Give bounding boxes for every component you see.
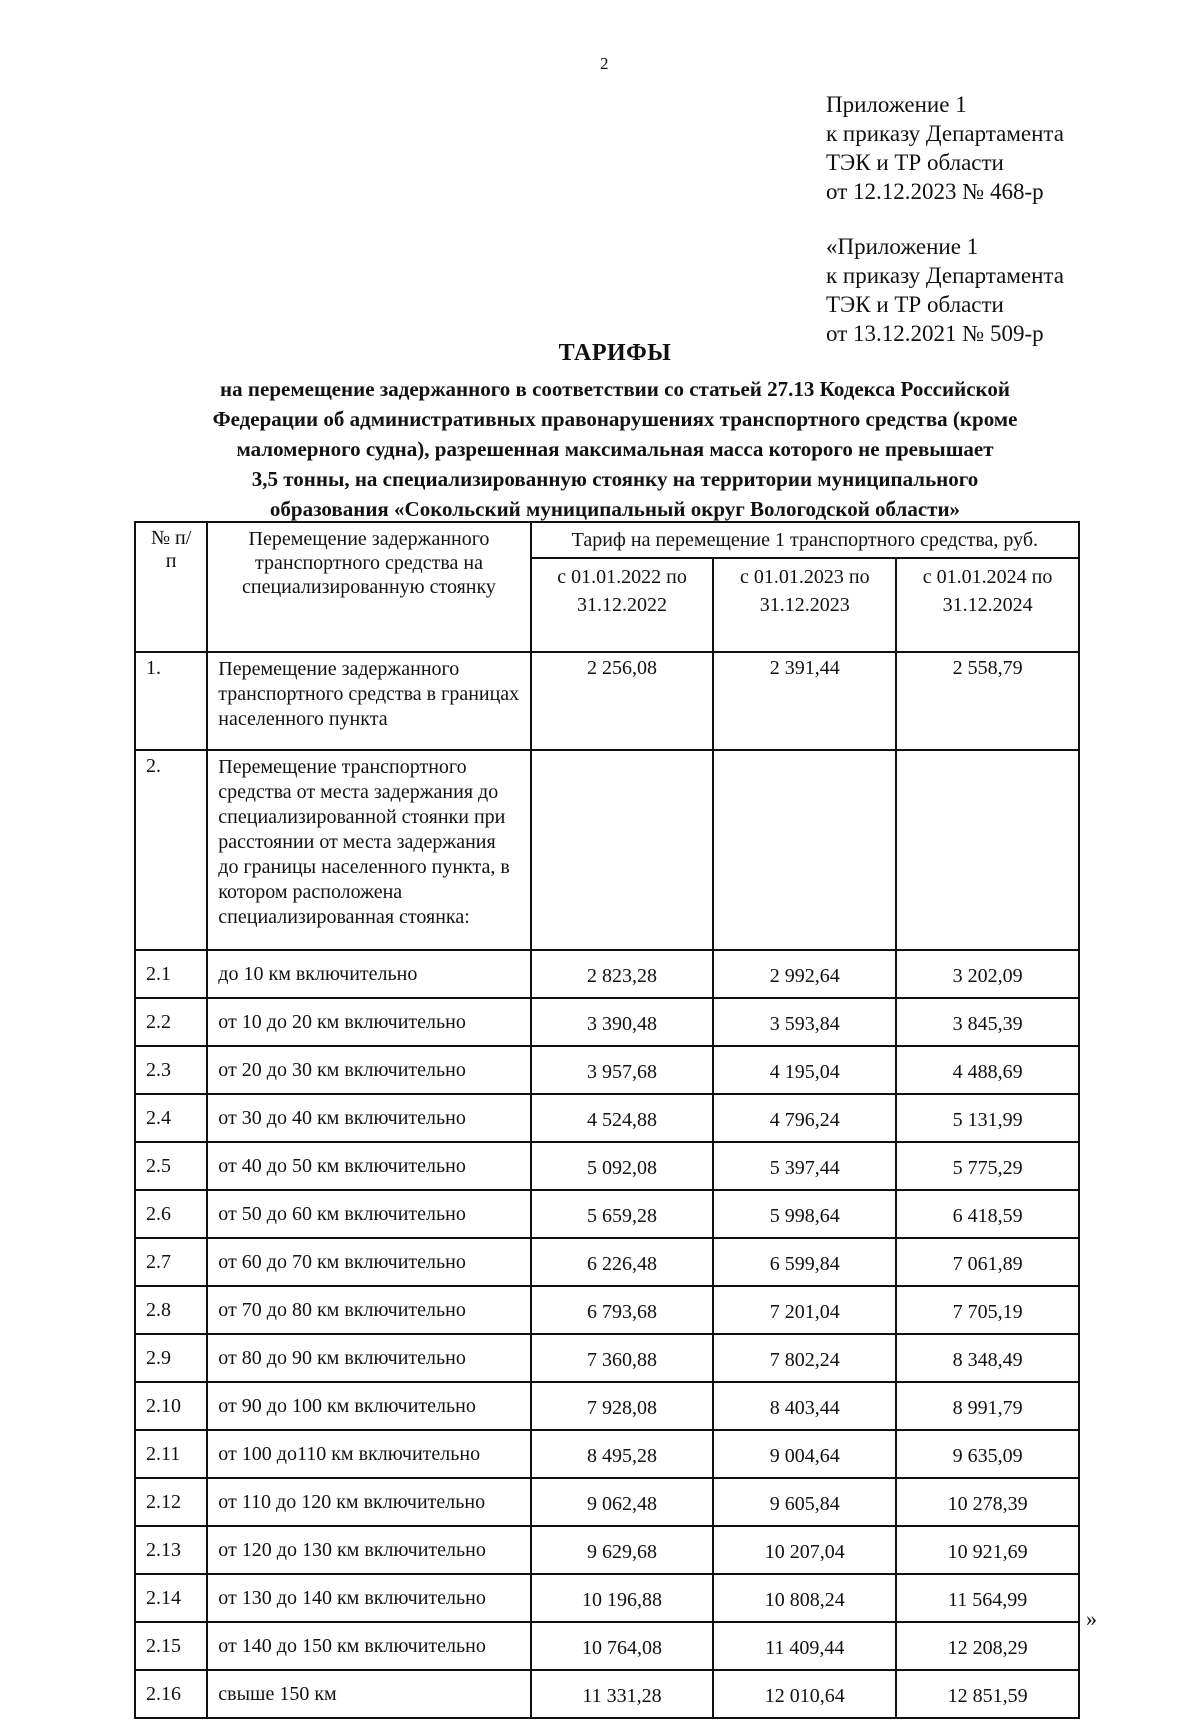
appendix-line: ТЭК и ТР области — [826, 292, 1004, 317]
tariff-2022: 5 659,28 — [531, 1190, 714, 1238]
row-description: от 100 до110 км включительно — [207, 1430, 530, 1478]
subtitle-line: на перемещение задержанного в соответствии со статьей 27.13 Кодекса Российской — [220, 377, 1010, 401]
table-row — [135, 1382, 1079, 1430]
row-description: от 30 до 40 км включительно — [207, 1094, 530, 1142]
empty-cell — [531, 750, 714, 950]
tariff-2024: 10 921,69 — [896, 1526, 1079, 1574]
appendix-line: от 13.12.2021 № 509-р — [826, 321, 1044, 346]
table-row — [135, 1574, 1079, 1622]
appendix-previous — [826, 232, 1064, 348]
tariff-2024: 5 131,99 — [896, 1094, 1079, 1142]
tariff-2023: 4 195,04 — [713, 1046, 896, 1094]
appendix-current — [826, 90, 1064, 206]
table-row — [135, 1478, 1079, 1526]
row-description: от 120 до 130 км включительно — [207, 1526, 530, 1574]
tariff-2022: 10 196,88 — [531, 1574, 714, 1622]
row-number: 2.6 — [135, 1190, 207, 1238]
appendix-line: к приказу Департамента — [826, 263, 1064, 288]
table-row — [135, 1190, 1079, 1238]
tariff-2022: 6 793,68 — [531, 1286, 714, 1334]
row-number: 2.15 — [135, 1622, 207, 1670]
subtitle-line: 3,5 тонны, на специализированную стоянку на территории муниципального — [251, 467, 979, 491]
tariff-2022: 2 823,28 — [531, 950, 714, 998]
tariff-2022: 6 226,48 — [531, 1238, 714, 1286]
tariff-2023: 9 605,84 — [713, 1478, 896, 1526]
table-row — [135, 652, 1079, 750]
tariff-2022: 3 957,68 — [531, 1046, 714, 1094]
tariff-2024: 5 775,29 — [896, 1142, 1079, 1190]
subtitle-line: маломерного судна), разрешенная максимальная масса которого не превышает — [236, 437, 994, 461]
row-description: от 90 до 100 км включительно — [207, 1382, 530, 1430]
row-number: 2.3 — [135, 1046, 207, 1094]
header-number: № п/п — [135, 522, 207, 652]
tariff-2024: 10 278,39 — [896, 1478, 1079, 1526]
table-row — [135, 950, 1079, 998]
tariff-2023: 8 403,44 — [713, 1382, 896, 1430]
table-row — [135, 1238, 1079, 1286]
tariff-2022: 10 764,08 — [531, 1622, 714, 1670]
row-number: 2.11 — [135, 1430, 207, 1478]
table-row — [135, 998, 1079, 1046]
tariff-2024: 7 061,89 — [896, 1238, 1079, 1286]
appendix-line: «Приложение 1 — [826, 234, 979, 259]
tariff-2023: 4 796,24 — [713, 1094, 896, 1142]
header-description: Перемещение задержанного транспортного средства на специализированную стоянку — [207, 522, 530, 652]
row-description: от 60 до 70 км включительно — [207, 1238, 530, 1286]
tariff-2024: 4 488,69 — [896, 1046, 1079, 1094]
row-description: от 40 до 50 км включительно — [207, 1142, 530, 1190]
tariff-2023: 5 397,44 — [713, 1142, 896, 1190]
tariff-2024: 11 564,99 — [896, 1574, 1079, 1622]
subtitle-line: Федерации об административных правонарушениях транспортного средства (кроме — [212, 407, 1018, 431]
appendix-line: ТЭК и ТР области — [826, 150, 1004, 175]
header-period-2022: с 01.01.2022 по 31.12.2022 — [531, 558, 714, 652]
table-row — [135, 1526, 1079, 1574]
table-row — [135, 1670, 1079, 1718]
tariff-2023: 9 004,64 — [713, 1430, 896, 1478]
row-number: 2.14 — [135, 1574, 207, 1622]
tariff-2024: 7 705,19 — [896, 1286, 1079, 1334]
header-tariff: Тариф на перемещение 1 транспортного средства, руб. — [531, 522, 1079, 558]
row-number: 2.5 — [135, 1142, 207, 1190]
tariff-2022: 4 524,88 — [531, 1094, 714, 1142]
tariff-2022: 2 256,08 — [531, 652, 714, 750]
table-row — [135, 1430, 1079, 1478]
row-description: Перемещение транспортного средства от места задержания до специализированной стоянки при расстоянии от места задержания до границы населенного пункта, в котором расположена специализированная стоянка: — [207, 750, 530, 950]
tariff-2024: 6 418,59 — [896, 1190, 1079, 1238]
row-description: от 80 до 90 км включительно — [207, 1334, 530, 1382]
tariff-2023: 6 599,84 — [713, 1238, 896, 1286]
tariff-2022: 7 928,08 — [531, 1382, 714, 1430]
row-description: от 140 до 150 км включительно — [207, 1622, 530, 1670]
row-description: от 130 до 140 км включительно — [207, 1574, 530, 1622]
empty-cell — [713, 750, 896, 950]
tariff-2024: 3 202,09 — [896, 950, 1079, 998]
row-number: 2.13 — [135, 1526, 207, 1574]
table-row — [135, 1046, 1079, 1094]
table-row — [135, 750, 1079, 950]
appendix-line: к приказу Департамента — [826, 121, 1064, 146]
tariff-2023: 2 391,44 — [713, 652, 896, 750]
tariff-2024: 8 348,49 — [896, 1334, 1079, 1382]
row-number: 2.8 — [135, 1286, 207, 1334]
row-number: 2.1 — [135, 950, 207, 998]
row-description: от 70 до 80 км включительно — [207, 1286, 530, 1334]
tariff-2023: 7 201,04 — [713, 1286, 896, 1334]
tariff-2023: 10 207,04 — [713, 1526, 896, 1574]
subtitle-line: образования «Сокольский муниципальный округ Вологодской области» — [269, 497, 961, 521]
tariff-2022: 9 062,48 — [531, 1478, 714, 1526]
page-number: 2 — [600, 54, 609, 73]
tariff-2023: 7 802,24 — [713, 1334, 896, 1382]
row-number: 2.4 — [135, 1094, 207, 1142]
row-description: от 20 до 30 км включительно — [207, 1046, 530, 1094]
tariff-2022: 3 390,48 — [531, 998, 714, 1046]
tariff-2024: 12 208,29 — [896, 1622, 1079, 1670]
row-number: 2.2 — [135, 998, 207, 1046]
header-period-2023: с 01.01.2023 по 31.12.2023 — [713, 558, 896, 652]
table-row — [135, 1334, 1079, 1382]
tariff-2024: 12 851,59 — [896, 1670, 1079, 1718]
row-number: 2.10 — [135, 1382, 207, 1430]
row-description: до 10 км включительно — [207, 950, 530, 998]
tariff-2022: 11 331,28 — [531, 1670, 714, 1718]
tariff-2023: 12 010,64 — [713, 1670, 896, 1718]
document-subtitle — [140, 374, 1090, 524]
row-description: свыше 150 км — [207, 1670, 530, 1718]
row-number: 2.16 — [135, 1670, 207, 1718]
row-description: Перемещение задержанного транспортного средства в границах населенного пункта — [207, 652, 530, 750]
tariff-2024: 9 635,09 — [896, 1430, 1079, 1478]
tariff-2023: 5 998,64 — [713, 1190, 896, 1238]
row-number: 2.7 — [135, 1238, 207, 1286]
tariffs-table — [134, 521, 1080, 1719]
closing-quote: » — [1086, 1606, 1097, 1631]
row-number: 2. — [135, 750, 207, 950]
tariff-2024: 2 558,79 — [896, 652, 1079, 750]
appendix-line: Приложение 1 — [826, 92, 967, 117]
tariff-2023: 2 992,64 — [713, 950, 896, 998]
header-period-2024: с 01.01.2024 по 31.12.2024 — [896, 558, 1079, 652]
row-number: 2.12 — [135, 1478, 207, 1526]
tariff-2023: 3 593,84 — [713, 998, 896, 1046]
table-row — [135, 1094, 1079, 1142]
document-title: ТАРИФЫ — [558, 340, 672, 366]
table-row — [135, 1622, 1079, 1670]
tariff-2022: 8 495,28 — [531, 1430, 714, 1478]
row-number: 1. — [135, 652, 207, 750]
tariff-2022: 9 629,68 — [531, 1526, 714, 1574]
appendix-line: от 12.12.2023 № 468-р — [826, 179, 1044, 204]
row-description: от 10 до 20 км включительно — [207, 998, 530, 1046]
tariff-2023: 10 808,24 — [713, 1574, 896, 1622]
table-row — [135, 1142, 1079, 1190]
tariff-2024: 3 845,39 — [896, 998, 1079, 1046]
tariff-2022: 5 092,08 — [531, 1142, 714, 1190]
row-number: 2.9 — [135, 1334, 207, 1382]
tariff-2023: 11 409,44 — [713, 1622, 896, 1670]
table-row — [135, 1286, 1079, 1334]
empty-cell — [896, 750, 1079, 950]
row-description: от 110 до 120 км включительно — [207, 1478, 530, 1526]
tariff-2022: 7 360,88 — [531, 1334, 714, 1382]
row-description: от 50 до 60 км включительно — [207, 1190, 530, 1238]
tariff-2024: 8 991,79 — [896, 1382, 1079, 1430]
